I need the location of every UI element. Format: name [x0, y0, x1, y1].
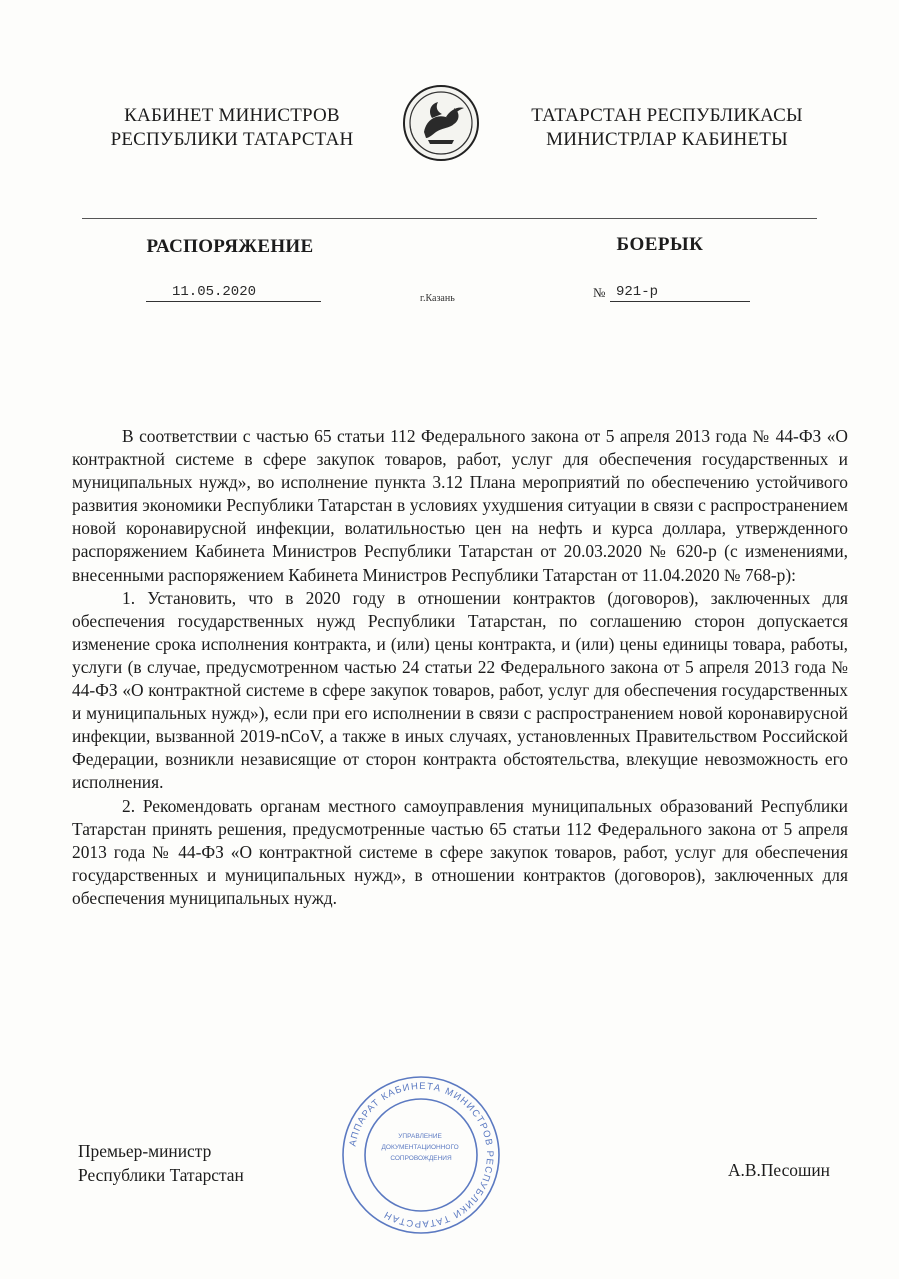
header-left	[82, 104, 382, 152]
preamble-paragraph: В соответствии с частью 65 статьи 112 Федерального закона от 5 апреля 2013 года № 44-ФЗ «О контрактной системе в сфере закупок товаров, работ, услуг для обеспечения государственных и муниципальных нужд», во исполнение пункта 3.12 Плана мероприятий по обеспечению устойчивого развития экономики Республики Татарстан в условиях ухудшения ситуации в связи с распространением новой коронавирусной инфекции, волатильностью цен на нефть и курса доллара, утвержденного распоряжением Кабинета Министров Республики Татарстан от 20.03.2020 № 620-р (с изменениями, внесенными распоряжением Кабинета Министров Республики Татарстан от 11.04.2020 № 768-р):	[72, 426, 848, 585]
signatory-title-line1: Премьер-министр	[78, 1141, 212, 1161]
number-sign: №	[593, 285, 606, 300]
item-1-paragraph: 1. Установить, что в 2020 году в отношении контрактов (договоров), заключенных для обеспечения государственных нужд Республики Татарстан, по соглашению сторон допускается изменение срока исполнения контракта, и (или) цены контракта, и (или) цены единицы товара, работы, услуги (в случае, предусмотренном частью 24 статьи 22 Федерального закона от 5 апреля 2013 года № 44-ФЗ «О контрактной системе в сфере закупок товаров, работ, услуг для обеспечения государственных и муниципальных нужд»), если при его исполнении в связи с распространением новой коронавирусной инфекции, вызванной 2019-nCoV, а также в иных случаях, установленных Правительством Российской Федерации, возникли независящие от сторон контракта обстоятельства, влекущие невозможность его исполнения.	[72, 587, 848, 793]
tatarstan-emblem-icon	[402, 84, 480, 162]
stamp-outer-text: АППАРАТ КАБИНЕТА МИНИСТРОВ РЕСПУБЛИКИ ТАТАРСТАН	[347, 1080, 496, 1230]
signatory-title	[78, 1139, 338, 1187]
header-divider	[82, 218, 817, 219]
stamp-inner-text: УПРАВЛЕНИЕ ДОКУМЕНТАЦИОННОГО СОПРОВОЖДЕНИЯ	[381, 1133, 459, 1162]
document-body	[72, 425, 848, 910]
official-stamp	[340, 1074, 502, 1236]
header-left-line1: КАБИНЕТ МИНИСТРОВ	[124, 105, 340, 126]
signatory-name: А.В.Песошин	[728, 1160, 830, 1180]
item-2-paragraph: 2. Рекомендовать органам местного самоуправления муниципальных образований Республики Татарстан принять решения, предусмотренные частью 65 статьи 112 Федерального закона от 5 апреля 2013 года № 44-ФЗ «О контрактной системе в сфере закупок товаров, работ, услуг для обеспечения государственных и муниципальных нужд», в отношении контрактов (договоров), заключенных для обеспечения муниципальных нужд.	[72, 795, 848, 908]
document-number: 921-р	[616, 284, 659, 300]
header-right	[502, 104, 832, 152]
document-city: г.Казань	[420, 293, 455, 304]
document-date: 11.05.2020	[172, 284, 257, 300]
doc-kind-tt: БОЕРЫК	[616, 234, 704, 255]
header-right-line2: МИНИСТРЛАР КАБИНЕТЫ	[546, 129, 788, 150]
header-right-line1: ТАТАРСТАН РЕСПУБЛИКАСЫ	[531, 105, 803, 126]
header-left-line2: РЕСПУБЛИКИ ТАТАРСТАН	[110, 129, 354, 150]
signatory-title-line2: Республики Татарстан	[78, 1165, 244, 1185]
doc-kind-ru: РАСПОРЯЖЕНИЕ	[146, 236, 314, 257]
